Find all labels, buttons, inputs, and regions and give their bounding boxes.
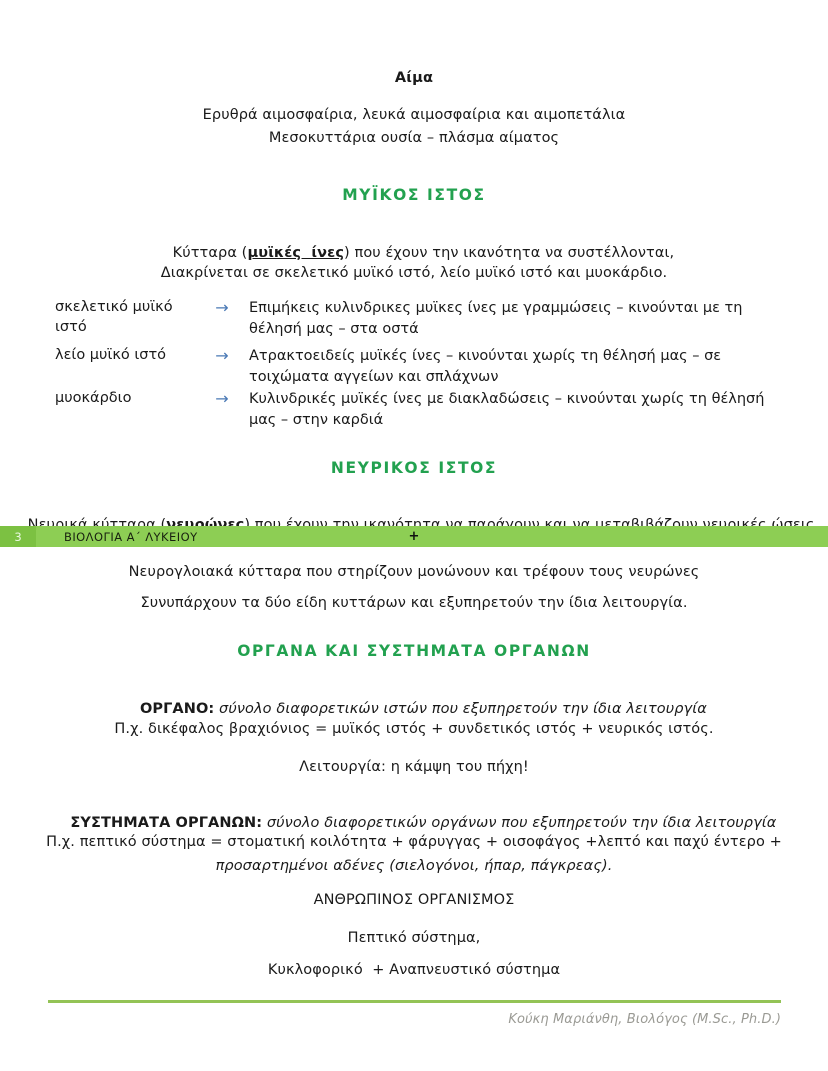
organ-definition-text: σύνολο διαφορετικών ιστών που εξυπηρετούν την ίδια λειτουργία xyxy=(214,701,707,718)
human-organism-heading: ΑΝΘΡΩΠΙΝΟΣ ΟΡΓΑΝΙΣΜΟΣ xyxy=(313,892,515,908)
muscle-row-description: Ατρακτοειδείς μυϊκές ίνες – κινούνται χωρίς τη θέλησή μας – σε τοιχώματα αγγείων και σπλάχνων xyxy=(249,348,722,386)
muscle-row-description: Κυλινδρικές μυϊκές ίνες με διακλαδώσεις – κινούνται χωρίς τη θέλησή μας – στην καρδιά xyxy=(249,391,765,429)
organ-function: Λειτουργία: η κάμψη του πήχη! xyxy=(299,759,529,775)
intro-line-1: Ερυθρά αιμοσφαίρια, λευκά αιμοσφαίρια και αιμοπετάλια xyxy=(202,107,626,123)
band-title: ΒΙΟΛΟΓΙΑ Α΄ ΛΥΚΕΙΟΥ xyxy=(64,529,198,544)
muscle-definition-post: ) που έχουν την ικανότητα να συστέλλονται, xyxy=(344,245,675,262)
organ-label: ΟΡΓΑΝΟ: xyxy=(139,701,215,718)
arrow-right-icon: → xyxy=(215,346,229,365)
organ-systems-definition-text: σύνολο διαφορετικών οργάνων που εξυπηρετούν την ίδια λειτουργία xyxy=(262,815,777,832)
coexistence-line: Συνυπάρχουν τα δύο είδη κυττάρων και εξυπηρετούν την ίδια λειτουργία. xyxy=(140,595,688,611)
muscle-row-skeletal xyxy=(0,298,828,340)
intro-line-2: Μεσοκυττάρια ουσία – πλάσμα αίματος xyxy=(268,130,560,146)
heading-muscle-tissue: ΜΥΪΚΟΣ ΙΣΤΟΣ xyxy=(342,186,486,204)
page-title: Αίμα xyxy=(394,70,434,86)
muscle-row-term: μυοκάρδιο xyxy=(55,390,132,406)
muscle-classification: Διακρίνεται σε σκελετικό μυϊκό ιστό, λείο μυϊκό ιστό και μυοκάρδιο. xyxy=(160,265,668,281)
organ-example: Π.χ. δικέφαλος βραχιόνιος = μυϊκός ιστός + συνδετικός ιστός + νευρικός ιστός. xyxy=(114,721,714,737)
heading-organs-and-systems: ΟΡΓΑΝΑ ΚΑΙ ΣΥΣΤΗΜΑΤΑ ΟΡΓΑΝΩΝ xyxy=(237,642,591,660)
muscle-row-myocardium xyxy=(0,389,828,431)
arrow-right-icon: → xyxy=(215,389,229,408)
organ-systems-label: ΣΥΣΤΗΜΑΤΑ ΟΡΓΑΝΩΝ: xyxy=(70,815,263,832)
footer-divider xyxy=(48,1000,781,1003)
muscle-row-smooth xyxy=(0,346,828,388)
arrow-right-icon: → xyxy=(215,298,229,317)
footer-attribution: Κούκη Μαριάνθη, Βιολόγος (M.Sc., Ph.D.) xyxy=(508,1012,781,1027)
neuroglia-line: Νευρογλοιακά κύτταρα που στηρίζουν μονώνουν και τρέφουν τους νευρώνες xyxy=(128,564,700,580)
heading-nervous-tissue: ΝΕΥΡΙΚΟΣ ΙΣΤΟΣ xyxy=(330,459,498,477)
muscle-row-description: Επιμήκεις κυλινδρικες μυϊκες ίνες με γραμμώσεις – κινούνται με τη θέλησή μας – στα οστά xyxy=(249,300,743,338)
muscle-row-term: λείο μυϊκό ιστό xyxy=(55,347,167,363)
system-list-item-circulatory-respiratory: Κυκλοφορικό + Αναπνευστικό σύστημα xyxy=(267,962,561,978)
muscle-term-highlight: μυϊκές ίνες xyxy=(247,245,345,262)
plus-icon: + xyxy=(408,529,420,544)
organ-systems-example-line-2: προσαρτημένοι αδένες (σιελογόνοι, ήπαρ, πάγκρεας). xyxy=(215,858,613,874)
page-number-badge: 3 xyxy=(0,526,36,547)
muscle-row-term: σκελετικό μυϊκό ιστό xyxy=(55,299,173,335)
system-list-item-digestive: Πεπτικό σύστημα, xyxy=(347,930,481,946)
muscle-definition-pre: Κύτταρα ( xyxy=(172,245,248,262)
page-band xyxy=(0,526,828,547)
organ-systems-example-line-1: Π.χ. πεπτικό σύστημα = στοματική κοιλότητα + φάρυγγας + οισοφάγος +λεπτό και παχύ έντερο + xyxy=(46,834,782,850)
